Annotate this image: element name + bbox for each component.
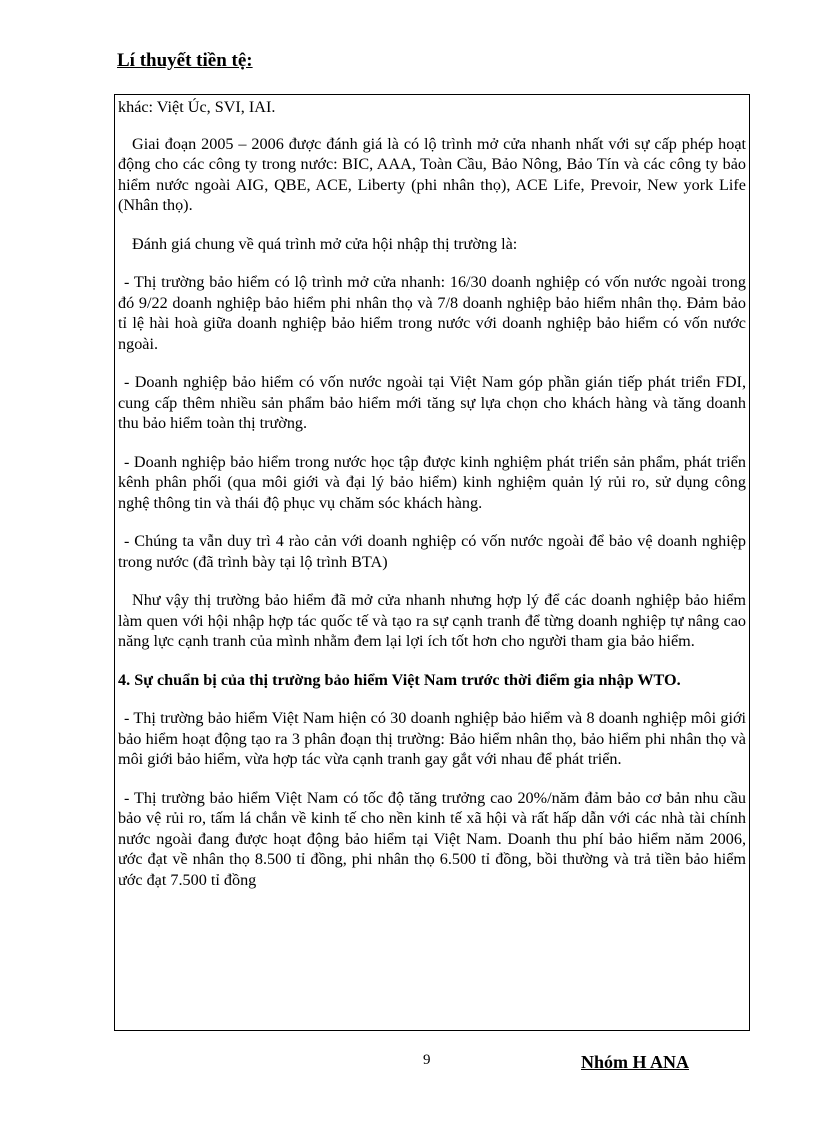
paragraph-continuation: khác: Việt Úc, SVI, IAI. [118,98,276,116]
bullet-market-growth: - Thị trường bảo hiểm Việt Nam có tốc độ tăng trưởng cao 20%/năm đảm bảo cơ bản nhu cầu bảo vệ rủi ro, tấm lá chắn về kinh tế cho nền kinh tế xã hội và rất hấp dẫn với các nhà tài chính nước ngoài đang được hoạt động bảo hiểm tại Việt Nam. Doanh thu phí bảo hiểm năm 2006, ước đạt về nhân thọ 8.500 tỉ đồng, phi nhân thọ 6.500 tỉ đồng, bồi thường và trả tiền bảo hiểm ước đạt 7.500 tỉ đồng [118,788,746,889]
paragraph-general-assessment: Đánh giá chung về quá trình mở cửa hội nhập thị trường là: [132,234,518,253]
page-header-title: Lí thuyết tiền tệ: [117,50,253,71]
bullet-market-structure: - Thị trường bảo hiểm Việt Nam hiện có 30 doanh nghiệp bảo hiểm và 8 doanh nghiệp môi giới bảo hiểm hoạt động tạo ra 3 phân đoạn thị trường: Bảo hiểm nhân thọ, bảo hiểm phi nhân thọ và môi giới bảo hiểm, vừa hợp tác vừa cạnh tranh gay gắt với nhau để phát triển. [118,709,746,768]
bullet-foreign-enterprises: - Doanh nghiệp bảo hiểm có vốn nước ngoài tại Việt Nam góp phần gián tiếp phát triển FDI, cung cấp thêm nhiều sản phẩm bảo hiểm mới tăng sự lựa chọn cho khách hàng và tăng doanh thu bảo hiểm toàn thị trường. [118,373,746,432]
bullet-domestic-learning: - Doanh nghiệp bảo hiểm trong nước học tập được kinh nghiệm phát triển sản phẩm, phát triển kênh phân phối (qua môi giới và đại lý bảo hiểm) kinh nghiệm quản lý rủi ro, sử dụng công nghệ thông tin và thái độ phục vụ chăm sóc khách hàng. [118,452,746,512]
content-box [114,94,750,1031]
bullet-barriers: - Chúng ta vẫn duy trì 4 rào cản với doanh nghiệp có vốn nước ngoài để bảo vệ doanh nghiệp trong nước (đã trình bày tại lộ trình BTA) [118,532,746,571]
bullet-fast-opening: - Thị trường bảo hiểm có lộ trình mở cửa nhanh: 16/30 doanh nghiệp có vốn nước ngoài trong đó 9/22 doanh nghiệp bảo hiểm phi nhân thọ và 7/8 doanh nghiệp bảo hiểm nhân thọ. Đảm bảo tỉ lệ hài hoà giữa doanh nghiệp bảo hiểm trong nước với doanh nghiệp bảo hiểm có vốn nước ngoài. [118,273,746,353]
page-number: 9 [423,1052,431,1068]
paragraph-opening-phase: Giai đoạn 2005 – 2006 được đánh giá là có lộ trình mở cửa nhanh nhất với sự cấp phép hoạt động cho các công ty trong nước: BIC, AAA, Toàn Cầu, Bảo Nông, Bảo Tín và các công ty bảo hiểm nước ngoài AIG, QBE, ACE, Liberty (phi nhân thọ), ACE Life, Prevoir, New york Life (Nhân thọ). [118,134,746,214]
section-heading-4: 4. Sự chuẩn bị của thị trường bảo hiểm Việt Nam trước thời điểm gia nhập WTO. [118,670,681,689]
footer-group-name: Nhóm H ANA [581,1052,690,1072]
paragraph-conclusion: Như vậy thị trường bảo hiểm đã mở cửa nhanh nhưng hợp lý để các doanh nghiệp bảo hiểm làm quen với hội nhập hợp tác quốc tế và tạo ra sự cạnh tranh để từng doanh nghiệp tự nâng cao năng lực cạnh tranh của mình nhằm đem lại lợi ích tốt hơn cho người tham gia bảo hiểm. [118,591,746,650]
